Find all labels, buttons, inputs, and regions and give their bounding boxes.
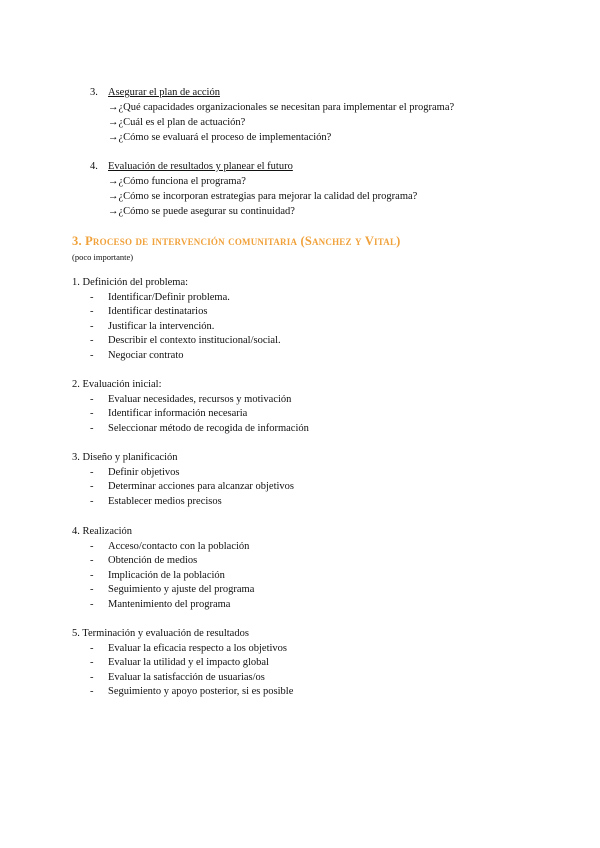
- step-section: [72, 378, 309, 436]
- list-item-text: Definir objetivos: [108, 466, 180, 478]
- dash-bullet: -: [90, 671, 94, 683]
- list-item-text: Evaluar la satisfacción de usuarias/os: [108, 671, 265, 683]
- numbered-item: [90, 86, 220, 100]
- dash-bullet: -: [90, 408, 94, 420]
- item-number: 3.: [90, 87, 98, 98]
- dash-bullet: -: [90, 569, 94, 581]
- step-section: [72, 627, 293, 700]
- list-item: [72, 334, 281, 349]
- step-section: [72, 525, 254, 613]
- list-item: [72, 349, 281, 364]
- dash-bullet: -: [90, 466, 94, 478]
- list-item-text: Mantenimiento del programa: [108, 598, 231, 610]
- list-item: [72, 540, 254, 555]
- list-item: [72, 642, 293, 657]
- dash-bullet: -: [90, 422, 94, 434]
- list-item: [72, 598, 254, 613]
- list-item: [72, 495, 294, 510]
- step-title: 1. Definición del problema:: [72, 277, 189, 288]
- dash-bullet: -: [90, 540, 94, 552]
- step-list: [72, 393, 309, 437]
- list-item: [72, 554, 254, 569]
- question-line: →¿Cuál es el plan de actuación?: [108, 117, 246, 128]
- numbered-item: [90, 160, 293, 174]
- list-item-text: Describir el contexto institucional/social.: [108, 335, 281, 347]
- list-item: [72, 320, 281, 335]
- list-item: [72, 407, 309, 422]
- list-item-text: Justificar la intervención.: [108, 320, 215, 332]
- list-item-text: Seleccionar método de recogida de información: [108, 422, 309, 434]
- list-item: [72, 656, 293, 671]
- list-item-text: Identificar/Definir problema.: [108, 291, 230, 303]
- step-list: [72, 540, 254, 613]
- list-item: [72, 291, 281, 306]
- item-number: 4.: [90, 161, 98, 172]
- list-item-text: Evaluar la eficacia respecto a los objetivos: [108, 642, 288, 654]
- list-item: [72, 466, 294, 481]
- list-item: [72, 583, 254, 598]
- item-title: Asegurar el plan de acción: [108, 87, 220, 98]
- step-title: 3. Diseño y planificación: [72, 452, 178, 463]
- question-line: →¿Cómo se evaluará el proceso de implementación?: [108, 132, 332, 143]
- dash-bullet: -: [90, 349, 94, 361]
- dash-bullet: -: [90, 686, 94, 698]
- dash-bullet: -: [90, 306, 94, 318]
- list-item-text: Identificar destinatarios: [108, 306, 208, 318]
- question-line: →¿Cómo funciona el programa?: [108, 176, 246, 187]
- dash-bullet: -: [90, 291, 94, 303]
- step-list: [72, 466, 294, 510]
- list-item-text: Obtención de medios: [108, 555, 198, 567]
- dash-bullet: -: [90, 555, 94, 567]
- dash-bullet: -: [90, 495, 94, 507]
- list-item: [72, 393, 309, 408]
- dash-bullet: -: [90, 584, 94, 596]
- step-title: 4. Realización: [72, 526, 133, 537]
- list-item: [72, 569, 254, 584]
- dash-bullet: -: [90, 393, 94, 405]
- list-item-text: Determinar acciones para alcanzar objetivos: [108, 481, 294, 493]
- list-item-text: Identificar información necesaria: [108, 408, 248, 420]
- list-item-text: Evaluar la utilidad y el impacto global: [108, 657, 269, 669]
- step-list: [72, 291, 281, 364]
- step-title: 2. Evaluación inicial:: [72, 379, 162, 390]
- list-item: [72, 480, 294, 495]
- list-item: [72, 305, 281, 320]
- list-item-text: Implicación de la población: [108, 569, 225, 581]
- item-title: Evaluación de resultados y planear el futuro: [108, 161, 293, 172]
- dash-bullet: -: [90, 320, 94, 332]
- dash-bullet: -: [90, 481, 94, 493]
- step-section: [72, 276, 281, 364]
- list-item: [72, 422, 309, 437]
- list-item-text: Evaluar necesidades, recursos y motivación: [108, 393, 292, 405]
- list-item: [72, 685, 293, 700]
- list-item-text: Acceso/contacto con la población: [108, 540, 250, 552]
- dash-bullet: -: [90, 642, 94, 654]
- dash-bullet: -: [90, 657, 94, 669]
- question-line: →¿Cómo se puede asegurar su continuidad?: [108, 206, 295, 217]
- list-item-text: Negociar contrato: [108, 349, 184, 361]
- list-item-text: Establecer medios precisos: [108, 495, 222, 507]
- dash-bullet: -: [90, 335, 94, 347]
- step-section: [72, 451, 294, 509]
- list-item-text: Seguimiento y ajuste del programa: [108, 584, 255, 596]
- step-title: 5. Terminación y evaluación de resultados: [72, 628, 249, 639]
- step-list: [72, 642, 293, 700]
- list-item: [72, 671, 293, 686]
- question-line: →¿Qué capacidades organizacionales se necesitan para implementar el programa?: [108, 102, 455, 113]
- section-heading: 3. Proceso de intervención comunitaria (Sanchez y Vital): [72, 234, 401, 248]
- dash-bullet: -: [90, 598, 94, 610]
- list-item-text: Seguimiento y apoyo posterior, si es posible: [108, 686, 294, 698]
- question-line: →¿Cómo se incorporan estrategias para mejorar la calidad del programa?: [108, 191, 418, 202]
- section-note: (poco importante): [72, 252, 134, 262]
